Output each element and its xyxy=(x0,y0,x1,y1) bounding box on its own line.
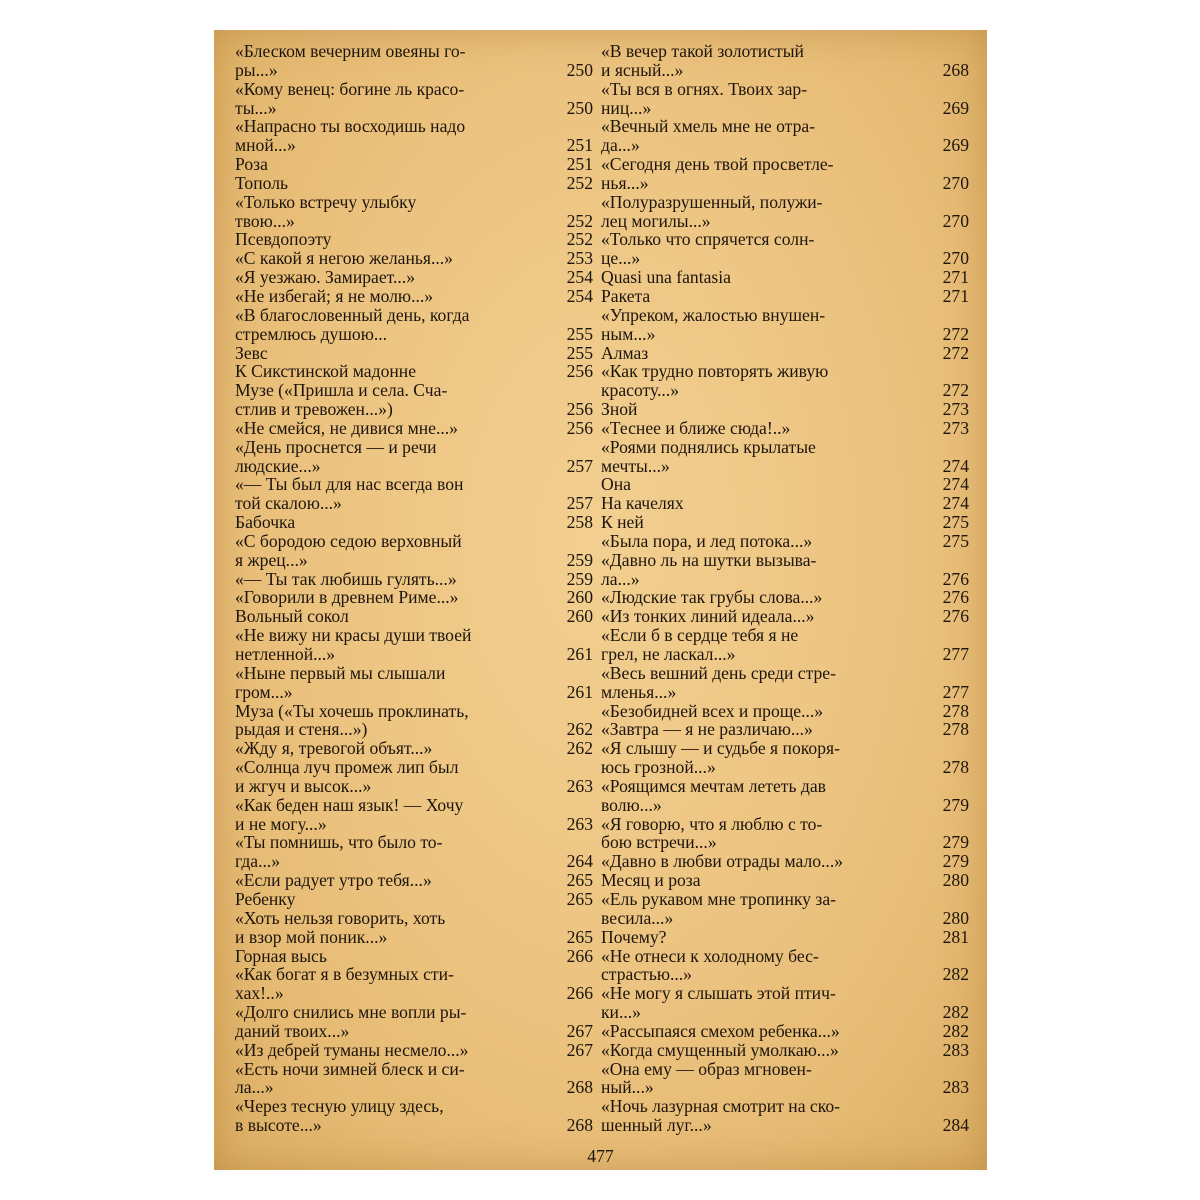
toc-entry-title: «Жду я, тревогой объят...» xyxy=(235,738,433,759)
toc-entry-title: «Из тонких линий идеала...» xyxy=(601,606,815,627)
toc-entry-page: 267 xyxy=(566,1020,593,1041)
toc-entry-title: «Вечный хмель мне не отра- да...» xyxy=(601,116,816,156)
toc-entry xyxy=(601,815,969,853)
toc-entry-page: 256 xyxy=(566,361,593,382)
toc-entry xyxy=(601,306,969,344)
toc-entry-title: «— Ты так любишь гулять...» xyxy=(235,568,457,589)
toc-entry-page: 258 xyxy=(566,512,593,533)
toc-entry-page: 283 xyxy=(942,1077,969,1098)
toc-entry-title: «Солнца луч промеж лип был и жгуч и высок...» xyxy=(235,757,459,796)
toc-entry-page: 264 xyxy=(566,851,593,872)
toc-entry-title: «Не вижу ни красы души твоей нетленной...» xyxy=(235,625,472,664)
toc-entry-page: 280 xyxy=(942,907,969,928)
toc-entry-title: «Она ему — образ мгновен- ный...» xyxy=(601,1058,812,1098)
toc-entry-page: 276 xyxy=(942,568,969,589)
toc-entry-page: 251 xyxy=(566,135,593,156)
toc-entry-page: 281 xyxy=(942,926,969,947)
toc-entry-page: 272 xyxy=(942,323,969,344)
toc-entry xyxy=(601,984,969,1022)
toc-entry xyxy=(235,739,593,758)
toc-entry-title: «Давно ль на шутки вызыва- ла...» xyxy=(601,549,817,589)
toc-entry xyxy=(235,532,593,570)
toc-entry-title: Она xyxy=(601,474,631,495)
toc-entry-page: 263 xyxy=(566,775,593,796)
toc-entry xyxy=(601,532,969,551)
toc-entry xyxy=(601,626,969,664)
toc-entry-page: 260 xyxy=(566,606,593,627)
toc-entry-title: Музе («Пришла и села. Сча- стлив и тревожен...») xyxy=(235,380,448,420)
toc-entry xyxy=(601,438,969,476)
toc-entry xyxy=(601,1022,969,1041)
toc-entry xyxy=(235,1003,593,1041)
toc-entry-page: 274 xyxy=(942,455,969,476)
toc-entry xyxy=(601,928,969,947)
toc-entry-title: «Не отнеси к холодному бес- страстью...» xyxy=(601,945,819,985)
toc-entry xyxy=(235,1060,593,1098)
toc-entry-page: 257 xyxy=(566,493,593,514)
toc-entry-page: 265 xyxy=(566,870,593,891)
toc-entry-page: 250 xyxy=(566,97,593,118)
toc-entry xyxy=(601,607,969,626)
toc-entry-title: «Если радует утро тебя...» xyxy=(235,870,432,891)
toc-entry xyxy=(601,287,969,306)
toc-entry-title: «Весь вешний день среди стре- мленья...» xyxy=(601,662,836,702)
toc-entry xyxy=(601,852,969,871)
toc-entry xyxy=(601,702,969,721)
toc-entry xyxy=(601,344,969,363)
toc-entry-page: 276 xyxy=(942,606,969,627)
toc-entry-page: 272 xyxy=(942,342,969,363)
toc-entry-page: 280 xyxy=(942,870,969,891)
toc-entry xyxy=(235,438,593,476)
toc-entry-title: «Рассыпаяся смехом ребенка...» xyxy=(601,1020,840,1041)
toc-entry xyxy=(601,268,969,287)
toc-entry-page: 282 xyxy=(942,964,969,985)
toc-entry xyxy=(235,419,593,438)
toc-entry-title: «Давно в любви отрады мало...» xyxy=(601,851,844,872)
toc-entry-page: 279 xyxy=(942,832,969,853)
toc-entry xyxy=(235,117,593,155)
toc-entry xyxy=(235,947,593,966)
toc-entry xyxy=(601,551,969,589)
toc-entry-title: «Как богат я в безумных сти- хах!..» xyxy=(235,964,454,1004)
toc-entry-title: «Говорили в древнем Риме...» xyxy=(235,587,459,608)
toc-entry-page: 274 xyxy=(942,474,969,495)
toc-entry-title: Псевдопоэту xyxy=(235,229,332,250)
toc-entry xyxy=(235,965,593,1003)
toc-entry-title: Зной xyxy=(601,399,638,420)
toc-entry-title: Роза xyxy=(235,154,268,175)
toc-entry-page: 260 xyxy=(566,587,593,608)
toc-entry-page: 278 xyxy=(942,757,969,778)
toc-entry xyxy=(235,1097,593,1135)
toc-entry-title: «Если б в сердце тебя я не грел, не ласкал...» xyxy=(601,625,799,664)
toc-entry xyxy=(235,287,593,306)
toc-entry-page: 251 xyxy=(566,154,593,175)
toc-entry xyxy=(601,494,969,513)
toc-entry-page: 269 xyxy=(942,97,969,118)
toc-entry-page: 268 xyxy=(566,1077,593,1098)
toc-entry-page: 278 xyxy=(942,719,969,740)
toc-entry-title: Quasi una fantasia xyxy=(601,267,731,288)
toc-entry xyxy=(601,871,969,890)
toc-entry-title: «Как беден наш язык! — Хочу и не могу...» xyxy=(235,794,464,834)
toc-entry-title: «Безобидней всех и проще...» xyxy=(601,700,824,721)
toc-entry-title: «Только что спрячется солн- це...» xyxy=(601,229,815,269)
toc-entry-title: «Не могу я слышать этой птич- ки...» xyxy=(601,983,836,1023)
toc-entry-page: 256 xyxy=(566,399,593,420)
toc-entry xyxy=(601,230,969,268)
toc-entry xyxy=(601,513,969,532)
toc-entry-page: 270 xyxy=(942,172,969,193)
toc-entry-title: «Теснее и ближе сюда!..» xyxy=(601,417,791,438)
toc-entry-page: 268 xyxy=(942,59,969,80)
toc-entry-title: «Полуразрушенный, полужи- лец могилы...» xyxy=(601,191,823,231)
toc-entry xyxy=(235,249,593,268)
toc-left-column xyxy=(235,42,593,1135)
toc-entry xyxy=(235,890,593,909)
toc-entry-title: «Не смейся, не дивися мне...» xyxy=(235,417,458,438)
toc-entry xyxy=(235,80,593,118)
toc-entry-title: «С бородою седою верховный я жрец...» xyxy=(235,530,462,570)
toc-entry-title: Ребенку xyxy=(235,888,296,909)
toc-entry xyxy=(235,833,593,871)
toc-entry xyxy=(235,796,593,834)
toc-entry-page: 255 xyxy=(566,323,593,344)
toc-entry-title: «Была пора, и лед потока...» xyxy=(601,530,813,551)
toc-entry-title: «Упреком, жалостью внушен- ным...» xyxy=(601,304,826,344)
toc-entry-page: 277 xyxy=(942,681,969,702)
toc-entry xyxy=(601,400,969,419)
toc-entry-page: 259 xyxy=(566,549,593,570)
toc-entry-page: 268 xyxy=(566,1115,593,1136)
toc-entry-title: «Ель рукавом мне тропинку за- весила...» xyxy=(601,888,836,928)
toc-entry-page: 266 xyxy=(566,983,593,1004)
toc-entry-title: К Сикстинской мадонне xyxy=(235,361,417,382)
toc-entry-page: 262 xyxy=(566,719,593,740)
toc-entry-title: «Ты помнишь, что было то- гда...» xyxy=(235,832,443,872)
toc-entry xyxy=(235,42,593,80)
toc-entry xyxy=(235,475,593,513)
toc-entry-title: Почему? xyxy=(601,926,667,947)
toc-entry xyxy=(601,890,969,928)
toc-entry-title: «Когда смущенный умолкаю...» xyxy=(601,1039,839,1060)
toc-entry xyxy=(235,664,593,702)
toc-entry-title: «В вечер такой золотистый и ясный...» xyxy=(601,41,804,80)
toc-entry-title: «Сегодня день твой просветле- нья...» xyxy=(601,154,834,193)
toc-entry xyxy=(235,381,593,419)
toc-entry-title: Зевс xyxy=(235,342,268,363)
toc-entry-page: 270 xyxy=(942,210,969,231)
toc-entry-title: Муза («Ты хочешь проклинать, рыдая и стеня...») xyxy=(235,700,469,740)
toc-right-column xyxy=(601,42,969,1135)
toc-entry-title: Вольный сокол xyxy=(235,606,349,627)
page-number: 477 xyxy=(587,1146,614,1166)
toc-entry-page: 252 xyxy=(566,210,593,231)
toc-entry-title: «Как трудно повторять живую красоту...» xyxy=(601,361,829,401)
book-page xyxy=(214,30,987,1170)
toc-entry-title: Алмаз xyxy=(601,342,649,363)
toc-entry-title: «С какой я негою желанья...» xyxy=(235,248,453,269)
toc-entry xyxy=(235,570,593,589)
toc-entry xyxy=(235,513,593,532)
toc-entry-title: Месяц и роза xyxy=(601,870,701,891)
toc-entry-title: «Я уезжаю. Замирает...» xyxy=(235,267,416,288)
toc-entry xyxy=(601,1041,969,1060)
toc-entry xyxy=(235,268,593,287)
toc-entry-title: «Долго снились мне вопли ры- даний твоих...» xyxy=(235,1002,467,1041)
toc-entry-page: 256 xyxy=(566,417,593,438)
toc-entry-page: 273 xyxy=(942,399,969,420)
toc-entry-title: «Ты вся в огнях. Твоих зар- ниц...» xyxy=(601,78,808,118)
toc-entry-page: 257 xyxy=(566,455,593,476)
toc-entry xyxy=(235,702,593,740)
toc-entry xyxy=(601,193,969,231)
toc-entry-page: 274 xyxy=(942,493,969,514)
toc-entry-page: 279 xyxy=(942,851,969,872)
toc-entry-page: 275 xyxy=(942,530,969,551)
toc-entry-page: 273 xyxy=(942,417,969,438)
toc-entry-page: 261 xyxy=(566,644,593,664)
toc-entry xyxy=(235,362,593,381)
toc-entry-title: «В благословенный день, когда стремлюсь душою... xyxy=(235,304,470,344)
toc-entry-title: «Не избегай; я не молю...» xyxy=(235,285,434,306)
toc-entry xyxy=(601,42,969,80)
toc-entry-page: 263 xyxy=(566,813,593,834)
toc-entry-page: 272 xyxy=(942,380,969,401)
toc-entry-page: 269 xyxy=(942,135,969,156)
toc-entry-title: «Хоть нельзя говорить, хоть и взор мой поник...» xyxy=(235,907,446,947)
toc-entry-title: «— Ты был для нас всегда вон той скалою...» xyxy=(235,474,464,514)
toc-entry-title: «День проснется — и речи людские...» xyxy=(235,436,437,476)
toc-entry-page: 261 xyxy=(566,681,593,702)
toc-entry-page: 276 xyxy=(942,587,969,608)
toc-entry xyxy=(235,1041,593,1060)
toc-entry-page: 253 xyxy=(566,248,593,269)
toc-entry xyxy=(235,588,593,607)
toc-entry-page: 252 xyxy=(566,172,593,193)
toc-entry xyxy=(235,909,593,947)
toc-entry-title: Бабочка xyxy=(235,512,296,533)
toc-entry-title: «Завтра — я не различаю...» xyxy=(601,719,813,740)
toc-entry-title: На качелях xyxy=(601,493,684,514)
toc-entry xyxy=(235,626,593,664)
toc-entry-title: Тополь xyxy=(235,172,289,193)
toc-entry xyxy=(601,117,969,155)
toc-entry xyxy=(601,664,969,702)
toc-entry-title: «Через тесную улицу здесь, в высоте...» xyxy=(235,1096,444,1136)
toc-entry-page: 283 xyxy=(942,1039,969,1060)
toc-entry xyxy=(601,777,969,815)
toc-entry xyxy=(601,1060,969,1098)
toc-entry-page: 279 xyxy=(942,794,969,815)
toc-entry-title: «Из дебрей туманы несмело...» xyxy=(235,1039,469,1060)
toc-entry-page: 284 xyxy=(942,1115,969,1136)
toc-entry xyxy=(235,607,593,626)
toc-entry xyxy=(601,588,969,607)
toc-entry-title: «Людские так грубы слова...» xyxy=(601,587,823,608)
toc-entry xyxy=(601,155,969,193)
toc-entry xyxy=(235,758,593,796)
toc-entry-page: 250 xyxy=(566,59,593,80)
toc-entry xyxy=(601,475,969,494)
toc-entry xyxy=(601,1097,969,1135)
toc-entry-page: 267 xyxy=(566,1039,593,1060)
toc-entry-page: 271 xyxy=(942,285,969,306)
toc-entry-title: «Блеском вечерним овеяны го- ры...» xyxy=(235,41,466,80)
toc-entry xyxy=(235,871,593,890)
toc-entry-page: 277 xyxy=(942,644,969,664)
toc-entry xyxy=(235,230,593,249)
toc-entry-page: 282 xyxy=(942,1020,969,1041)
toc-entry-page: 278 xyxy=(942,700,969,721)
toc-entry-page: 255 xyxy=(566,342,593,363)
toc-entry-page: 265 xyxy=(566,926,593,947)
toc-entry-page: 262 xyxy=(566,738,593,759)
toc-entry-page: 254 xyxy=(566,267,593,288)
toc-entry xyxy=(235,344,593,363)
toc-entry-title: «Я слышу — и судьбе я покоря- юсь грозной...» xyxy=(601,738,840,778)
toc-entry-page: 271 xyxy=(942,267,969,288)
toc-entry-page: 266 xyxy=(566,945,593,966)
toc-entry-title: «Кому венец: богине ль красо- ты...» xyxy=(235,78,465,118)
toc-entry-title: «Роями поднялись крылатые мечты...» xyxy=(601,436,816,476)
toc-entry-page: 275 xyxy=(942,512,969,533)
toc-entry-title: «Я говорю, что я люблю с то- бою встречи...» xyxy=(601,813,823,853)
toc-entry-page: 282 xyxy=(942,1002,969,1023)
toc-entry-title: «Только встречу улыбку твою...» xyxy=(235,191,417,231)
toc-entry xyxy=(235,155,593,174)
toc-entry-page: 252 xyxy=(566,229,593,250)
toc-entry-title: Ракета xyxy=(601,285,651,306)
toc-entry xyxy=(601,739,969,777)
toc-entry-page: 270 xyxy=(942,248,969,269)
toc-entry xyxy=(601,720,969,739)
toc-entry-title: «Ныне первый мы слышали гром...» xyxy=(235,662,446,702)
toc-entry-title: «Роящимся мечтам лететь дав волю...» xyxy=(601,775,826,815)
toc-entry-title: «Есть ночи зимней блеск и си- ла...» xyxy=(235,1058,465,1098)
toc-entry xyxy=(601,362,969,400)
toc-entry xyxy=(235,306,593,344)
toc-entry-title: «Напрасно ты восходишь надо мной...» xyxy=(235,116,466,156)
toc-entry xyxy=(601,947,969,985)
toc-entry xyxy=(235,174,593,193)
toc-entry-page: 265 xyxy=(566,888,593,909)
toc-entry-title: «Ночь лазурная смотрит на ско- шенный луг...» xyxy=(601,1096,841,1136)
toc-entry xyxy=(601,419,969,438)
toc-entry xyxy=(235,193,593,231)
toc-entry xyxy=(601,80,969,118)
toc-entry-page: 254 xyxy=(566,285,593,306)
toc-entry-page: 259 xyxy=(566,568,593,589)
toc-entry-title: Горная высь xyxy=(235,945,327,966)
toc-entry-title: К ней xyxy=(601,512,644,533)
